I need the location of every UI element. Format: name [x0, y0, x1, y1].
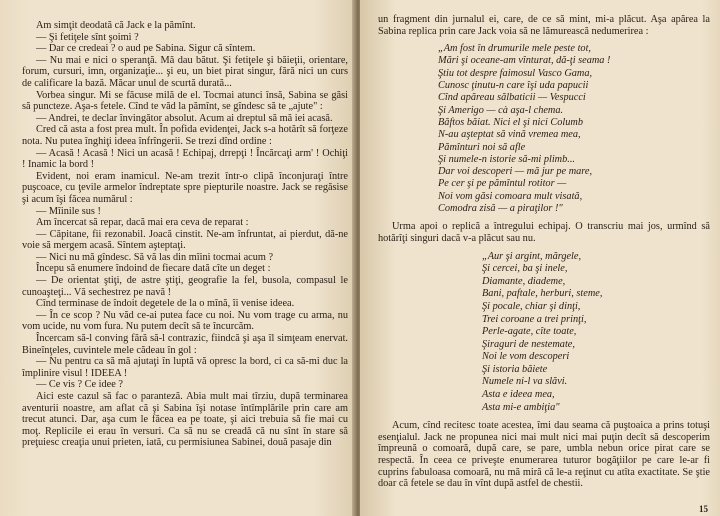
left-paragraph: Am încercat să repar, dacă mai era ceva de reparat : — [36, 217, 249, 229]
left-paragraph: Evident, noi eram inamicul. Ne-am trezit într-o clipă înconjuraţi între puşcoace, cu ţevile armelor îndreptate spre piepturile noastre. Jack se regăsise şi acum îşi făcea numărul : — [22, 170, 348, 205]
page-number: 15 — [699, 504, 708, 514]
poem-line: Şi numele-n istorie să-mi plimb... — [438, 153, 575, 165]
poem-line: Asta e ideea mea, — [482, 389, 555, 401]
poem-line: Şiraguri de nestemate, — [482, 338, 575, 350]
left-paragraph: Încercam să-l conving fără să-l contrazic, fiindcă şi aşa îl simţeam enervat. Bineînţeles, cuvintele mele cădeau în gol : — [22, 333, 348, 356]
poem-line: Trei coroane a trei prinţi, — [482, 313, 587, 325]
poem-line: Şi Amerigo — cà aşa-l chema. — [438, 104, 564, 116]
left-paragraph: Vorbea singur. Mi se făcuse milă de el. Tocmai atunci însă, Sabina se găsi să puncteze. Aşa-s fetele. Cînd te văd la pămînt, se gîndesc să te „ajute" : — [22, 89, 348, 113]
left-paragraph: — Dar ce credeai ? o aud pe Sabina. Sigur că sîntem. — [36, 43, 256, 55]
left-paragraph: — Acasă ! Acasă ! Nici un acasă ! Echipaj, drrepţi ! Încărcaţi arm' ! Ochiţi ! Inamic la bord ! — [22, 147, 348, 171]
right-closing-paragraph: Acum, cînd recitesc toate acestea, îmi dau seama că puştoaica a prins totuşi esenţialul. Jack ne propunea nici mai mult nici mai puţin decît să descoperim împreună o comoară, după care, se pare, umbla nebun orice pirat care se respectă. În ceea ce priveşte enumerarea tuturor bogăţiilor pe care le-ar fi cuprins fabuloasa comoară, nu mă miră că le-a reţinut cu atîta exactitate. Se ştie doar că fetele se dau în vînt după astfel de chestii. — [378, 420, 710, 490]
left-paragraph: — Nu mai e nici o speranţă. Mă dau bătut. Şi fetiţele şi băieţii, orientare, forum, cursuri, imn, organizaţie... şi eu, un biet pirat singur, fără nici un curs de calificare la bază. Măcar unul de scurtă durată... — [22, 54, 348, 89]
poem-line: Asta mi-e ambiţia" — [482, 401, 560, 413]
poem-line: Noi le vom descoperi — [482, 351, 570, 363]
poem-line: Bani, paftale, herburi, steme, — [482, 288, 603, 300]
left-paragraph: — De orientat ştiţi, de astre ştiţi, geografie la fel, busola, compasul le cunoaşteţi... Vă sechestrez pe navă ! — [22, 275, 348, 298]
poem-line: Şi cercei, ba şi inele, — [482, 263, 568, 275]
poem-line: Diamante, diademe, — [482, 275, 566, 287]
left-paragraph: Cînd terminase de îndoit degetele de la o mînă, îi venise ideea. — [36, 298, 295, 310]
left-paragraph: — Căpitane, fii rezonabil. Joacă cinstit. Ne-am înfruntat, ai pierdut, dă-ne voie să mergem acasă. Sîntem aşteptaţi. — [22, 228, 348, 252]
poem-two — [482, 251, 710, 415]
left-page-text — [22, 20, 348, 449]
poem-line: Noi vom găsi comoara mult visată, — [438, 190, 583, 202]
poem-line: Perle-agate, cîte toate, — [482, 326, 577, 338]
poem-line: Numele ni-l va slăvi. — [482, 376, 568, 388]
left-paragraph: Aici este cazul să fac o paranteză. Abia mult mai tîrziu, după terminarea aventurii noastre, am aflat că şi Sabina îşi notase întîmplările prin care am trecut atunci. Dar, aşa cum le făcea ea pe toate, şi aici trebuia să fie mai cu moţ. Replicile ei erau în versuri. Ca să nu se creadă că nu sînt în stare să preţuiesc creaţia unui prieten, iată, cu permisiunea Sabinei, două pasaje din — [22, 391, 348, 449]
left-paragraph: — Mîinile sus ! — [36, 205, 101, 217]
right-page — [360, 0, 720, 516]
poem-line: Cunosc ţinutu-n care îşi uda papucii — [438, 80, 589, 92]
poem-line: Comodra zisă — a piraţilor !" — [438, 203, 563, 215]
poem-line: Băftos băiat. Nici el şi nici Columb — [438, 116, 584, 128]
left-paragraph: Cred că asta a fost prea mult. În pofida evidenţei, Jack s-a hotărît să forţeze nota. Nu putea înghiţi ideea înfrîngerii. Se trezi dînd ordine : — [22, 124, 348, 147]
left-paragraph: — Andrei, te declar învingător absolut. Acum ai dreptul să mă iei acasă. — [36, 112, 333, 124]
poem-line: Dar voi descoperi — mă jur pe mare, — [438, 166, 593, 178]
left-paragraph: Am simţit deodată că Jack e la pămînt. — [36, 20, 196, 31]
poem-line: „Am fost în drumurile mele peste tot, — [438, 43, 592, 55]
poem-line: „Aur şi argint, mărgele, — [482, 250, 582, 262]
poem-line: Şi istoria băiete — [482, 363, 548, 375]
left-paragraph: — Nu pentru ca să mă ajutaţi în luptă vă opresc la bord, ci ca să-mi duc la împlinire visul ! IDEEA ! — [22, 356, 348, 379]
poem-line: N-au aşteptat să vină vremea mea, — [438, 129, 581, 141]
left-page — [0, 0, 356, 516]
left-paragraph: — Ce vis ? Ce idee ? — [36, 379, 123, 391]
left-paragraph: — În ce scop ? Nu văd ce-ai putea face cu noi. Nu vom trage cu arma, nu vom ucide, nu vom fura. Nu putem decît să te încurcăm. — [22, 309, 348, 333]
poem-line: Pe cer şi pe pămîntul rotitor — — [438, 178, 567, 190]
poem-line: Şi pocale, chiar şi dinţi, — [482, 300, 581, 312]
poem-line: Ştiu tot despre faimosul Vasco Gama, — [438, 67, 593, 79]
right-intro-paragraph: un fragment din jurnalul ei, care, de ce să mint, mi-a plăcut. Aşa apărea la Sabina replica prin care Jack voia să ne lămurească nedumerirea : — [378, 14, 710, 37]
poem-line: Cînd apăreau sălbaticii — Vespucci — [438, 92, 586, 104]
left-paragraph: Începu să enumere îndoind de fiecare dată cîte un deget : — [36, 263, 271, 275]
poem-line: Mări şi oceane-am vînturat, dă-ţi seama ! — [438, 55, 611, 67]
poem-one — [438, 43, 710, 215]
poem-line: Pămînturi noi să afle — [438, 141, 526, 153]
left-paragraph: — Şi fetiţele sînt şoimi ? — [36, 31, 139, 43]
left-paragraph: — Nici nu mă gîndesc. Să vă las din mîini tocmai acum ? — [36, 251, 274, 263]
right-middle-paragraph: Urma apoi o replică a întregului echipaj. O transcriu mai jos, urmînd să hotărîţi singuri dacă v-a plăcut sau nu. — [378, 221, 710, 244]
